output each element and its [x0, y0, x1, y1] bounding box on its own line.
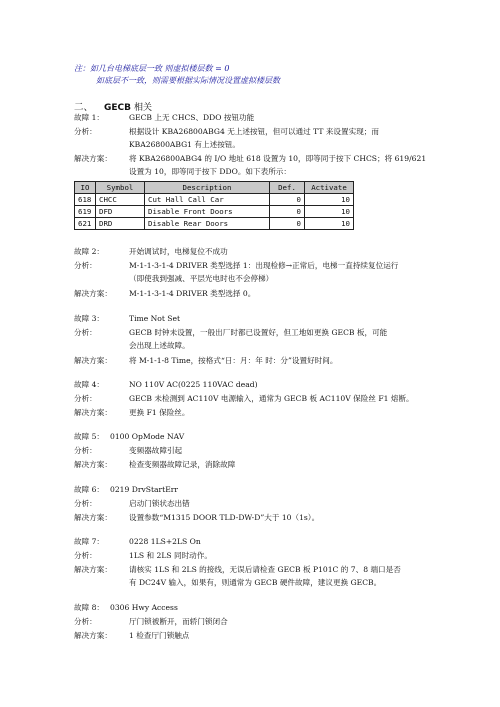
io-col-header: Def.	[270, 182, 305, 194]
analysis-label: 分析：	[74, 328, 97, 337]
fault-6-title: 0219 DrvStartErr	[110, 485, 179, 494]
io-cell: 618	[75, 194, 96, 206]
fault-1-solution-line-1: 将 KBA26800ABG4 的 I/O 地址 618 设置为 10，即等同于按下 CHCS；将 619/621	[129, 154, 427, 163]
fault-5-solution-line-1: 检查变频器故障记录，消除故障	[129, 460, 236, 469]
solution-label: 解决方案：	[74, 513, 112, 522]
solution-label: 解决方案：	[74, 289, 112, 298]
fault-2-title: 开始调试时，电梯复位不成功	[129, 247, 228, 256]
section-number: 二、	[74, 102, 94, 113]
table-row	[75, 206, 354, 218]
fault-1-solution-line-2: 设置为 10，即等同于按下 DDO。如下表所示：	[129, 167, 291, 176]
description-cell: Cut Hall Call Car	[145, 194, 270, 206]
analysis-label: 分析：	[74, 261, 97, 270]
analysis-label: 分析：	[74, 394, 97, 403]
io-table	[74, 181, 354, 230]
fault-4-title: NO 110V AC(0225 110VAC dead)	[129, 380, 258, 389]
note-line-1: 注：如几台电梯底层一致 则虚拟楼层数 = 0	[74, 64, 230, 73]
fault-7-solution-line-1: 请核实 1LS 和 2LS 的接线，无误后请检查 GECB 板 P101C 的 7、8 端口是否	[129, 565, 401, 574]
fault-1-analysis-line-1: 根据设计 KBA26800ABG4 无上述按钮，但可以通过 TT 来设置实现；而	[129, 127, 379, 136]
fault-1-label: 故障 1：	[74, 113, 105, 122]
io-cell: 621	[75, 218, 96, 230]
fault-6-solution-line-1: 设置参数“M1315 DOOR TLD-DW-D”大于 10（1s）。	[129, 513, 320, 522]
fault-5-analysis-line-1: 变频器故障引起	[129, 446, 183, 455]
fault-7-solution-line-2: 有 DC24V 输入，如果有，则通常为 GECB 硬件故障，建议更换 GECB。	[129, 578, 382, 587]
table-row	[75, 218, 354, 230]
fault-3-label: 故障 3：	[74, 314, 105, 323]
io-col-header: Symbol	[96, 182, 145, 194]
fault-2-solution-line-1: M-1-1-3-1-4 DRIVER 类型选择 0。	[129, 289, 256, 298]
analysis-label: 分析：	[74, 499, 97, 508]
fault-8-analysis-line-1: 厅门锁被断开，而轿门锁闭合	[129, 617, 228, 626]
symbol-cell: DRD	[96, 218, 145, 230]
def-cell: 0	[270, 206, 305, 218]
fault-3-title: Time Not Set	[129, 314, 181, 323]
def-cell: 0	[270, 194, 305, 206]
solution-label: 解决方案：	[74, 154, 112, 163]
io-cell: 619	[75, 206, 96, 218]
fault-5-title: 0100 OpMode NAV	[110, 432, 185, 441]
io-col-header: Description	[145, 182, 270, 194]
table-row	[75, 194, 354, 206]
section-suffix: 相关	[134, 103, 153, 113]
description-cell: Disable Front Doors	[145, 206, 270, 218]
solution-label: 解决方案：	[74, 565, 112, 574]
analysis-label: 分析：	[74, 127, 97, 136]
io-col-header: Activate	[305, 182, 354, 194]
solution-label: 解决方案：	[74, 631, 112, 640]
fault-1-title: GECB 上无 CHCS、DDO 按钮功能	[129, 113, 255, 122]
analysis-label: 分析：	[74, 446, 97, 455]
fault-8-title: 0306 Hwy Access	[110, 603, 178, 612]
fault-7-analysis-line-1: 1LS 和 2LS 同时动作。	[129, 551, 212, 560]
solution-label: 解决方案：	[74, 460, 112, 469]
analysis-label: 分析：	[74, 617, 97, 626]
fault-3-analysis-line-2: 会出现上述故障。	[129, 341, 190, 350]
io-table-header-row	[75, 182, 354, 194]
fault-1-analysis-line-2: KBA26800ABG1 有上述按钮。	[129, 140, 240, 149]
description-cell: Disable Rear Doors	[145, 218, 270, 230]
fault-6-analysis-line-1: 启动门锁状态出错	[129, 499, 190, 508]
fault-2-analysis-line-1: M-1-1-3-1-4 DRIVER 类型选择 1：出现检修→正常后，电梯一直持续复位运行	[129, 261, 399, 270]
section-title: GECB	[104, 103, 131, 113]
activate-cell: 10	[305, 218, 354, 230]
fault-2-analysis-line-2: （即使我到强减、平层光电时也不会停梯）	[129, 274, 274, 283]
fault-6-label: 故障 6：	[74, 485, 105, 494]
fault-4-analysis-line-1: GECB 未检测到 AC110V 电源输入，通常为 GECB 板 AC110V 保险丝 F1 熔断。	[129, 394, 414, 403]
fault-3-analysis-line-1: GECB 时钟未设置，一般出厂时都已设置好，但工地如更换 GECB 板，可能	[129, 328, 388, 337]
def-cell: 0	[270, 218, 305, 230]
activate-cell: 10	[305, 194, 354, 206]
io-col-header: IO	[75, 182, 96, 194]
note-line-2: 如底层不一致，则需要根据实际情况设置虚拟楼层数	[96, 76, 280, 85]
fault-4-label: 故障 4：	[74, 380, 105, 389]
fault-8-label: 故障 8：	[74, 603, 105, 612]
symbol-cell: DFD	[96, 206, 145, 218]
solution-label: 解决方案：	[74, 356, 112, 365]
fault-2-label: 故障 2：	[74, 247, 105, 256]
symbol-cell: CHCC	[96, 194, 145, 206]
fault-8-solution-line-1: 1 检查厅门锁触点	[129, 631, 190, 640]
fault-4-solution-line-1: 更换 F1 保险丝。	[129, 408, 190, 417]
solution-label: 解决方案：	[74, 408, 112, 417]
fault-5-label: 故障 5：	[74, 432, 105, 441]
activate-cell: 10	[305, 206, 354, 218]
analysis-label: 分析：	[74, 551, 97, 560]
fault-7-title: 0228 1LS+2LS On	[129, 537, 201, 546]
fault-7-label: 故障 7：	[74, 537, 105, 546]
fault-3-solution-line-1: 将 M-1-1-8 Time，按格式“日：月：年 时：分”设置好时间。	[129, 356, 338, 365]
